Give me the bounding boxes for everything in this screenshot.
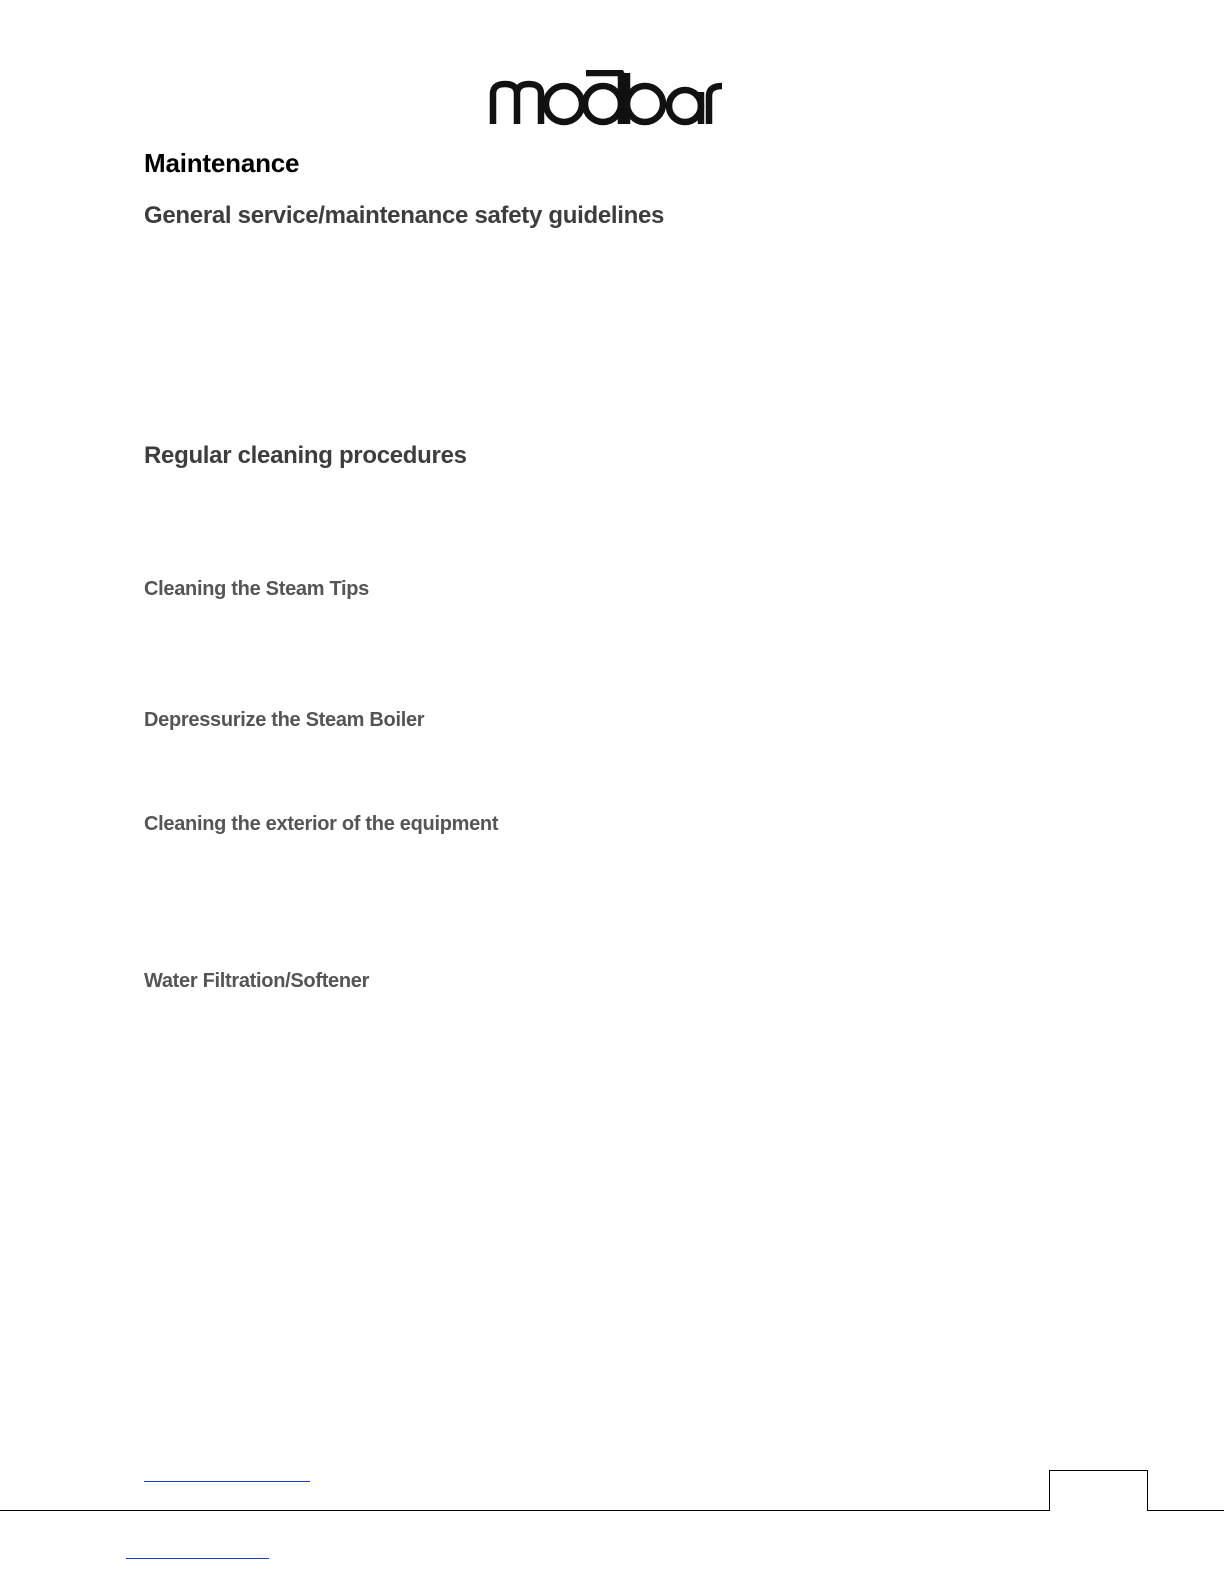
subsection-heading-water-filtration: Water Filtration/Softener bbox=[144, 970, 370, 992]
section-heading-safety-guidelines: General service/maintenance safety guidelines bbox=[144, 202, 665, 229]
footer-link-lower[interactable] bbox=[126, 1558, 269, 1559]
modbar-logo bbox=[488, 70, 728, 132]
footer-rule-right bbox=[1147, 1510, 1224, 1511]
subsection-heading-steam-tips: Cleaning the Steam Tips bbox=[144, 578, 370, 600]
section-heading-regular-cleaning: Regular cleaning procedures bbox=[144, 442, 467, 469]
page-title: Maintenance bbox=[144, 148, 300, 178]
modbar-logo-graphic bbox=[488, 70, 728, 132]
page-number-tab bbox=[1049, 1470, 1148, 1511]
footer-link-upper[interactable] bbox=[144, 1481, 310, 1482]
subsection-heading-depressurize-boiler: Depressurize the Steam Boiler bbox=[144, 709, 425, 731]
footer-rule-left bbox=[0, 1510, 1050, 1511]
subsection-heading-exterior-cleaning: Cleaning the exterior of the equipment bbox=[144, 813, 499, 835]
